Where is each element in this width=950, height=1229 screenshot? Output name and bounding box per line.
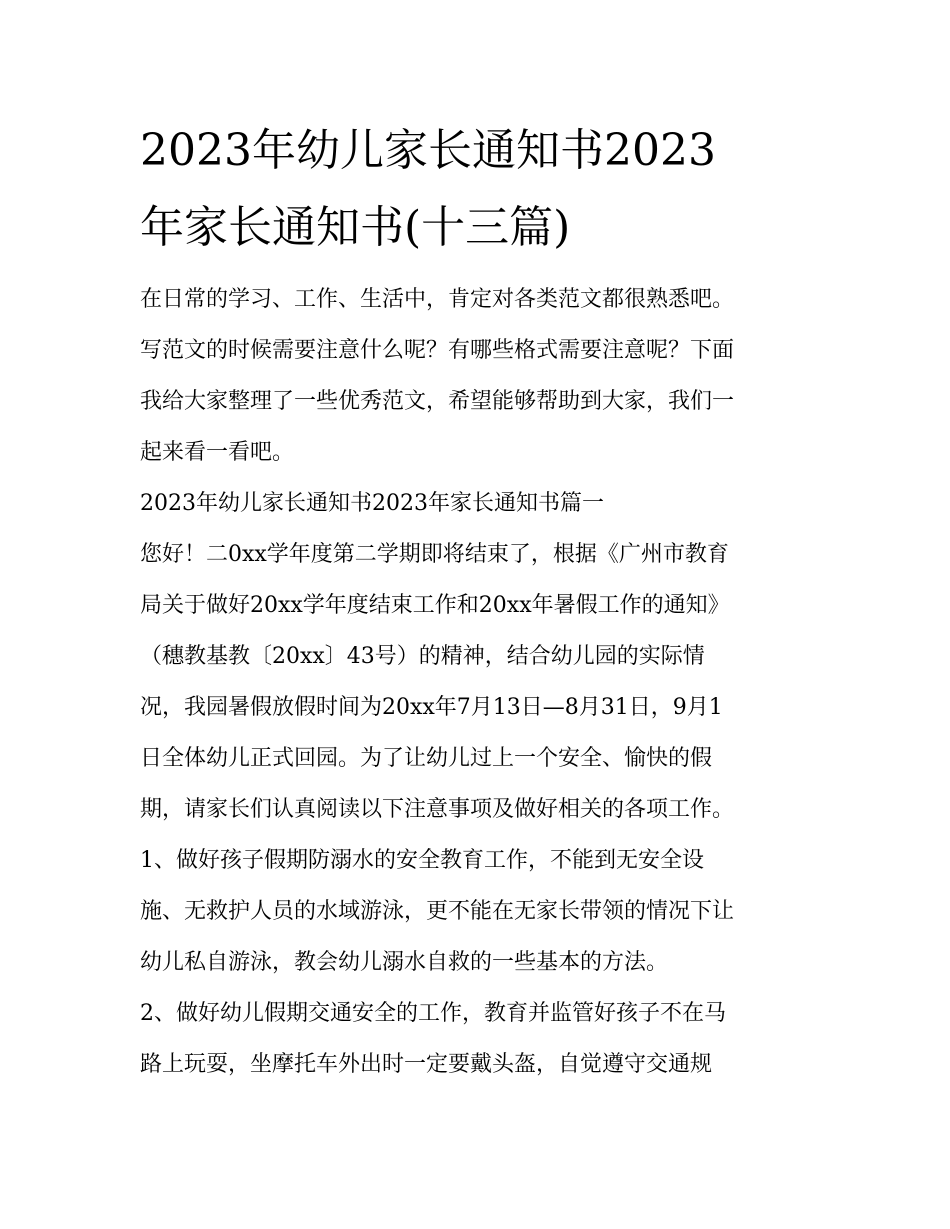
section-heading: 2023年幼儿家长通知书2023年家长通知书篇一 bbox=[140, 491, 604, 516]
body-line-15: 2、做好幼儿假期交通安全的工作，教育并监管好孩子不在马 bbox=[140, 1001, 726, 1026]
body-line-14: 幼儿私自游泳，教会幼儿溺水自救的一些基本的方法。 bbox=[140, 950, 669, 975]
body-line-4: 起来看一看吧。 bbox=[140, 440, 295, 465]
body-line-3: 我给大家整理了一些优秀范文，希望能够帮助到大家，我们一 bbox=[140, 389, 735, 414]
body-line-12: 1、做好孩子假期防溺水的安全教育工作，不能到无安全设 bbox=[140, 848, 704, 873]
body-line-16: 路上玩耍，坐摩托车外出时一定要戴头盔，自觉遵守交通规 bbox=[140, 1052, 713, 1077]
body-line-2: 写范文的时候需要注意什么呢？有哪些格式需要注意呢？下面 bbox=[140, 338, 735, 363]
title-line-2: 年家长通知书(十三篇) bbox=[140, 202, 571, 253]
body-line-8: （穗教基教〔20xx〕43号）的精神，结合幼儿园的实际情 bbox=[140, 644, 705, 669]
body-line-10: 日全体幼儿正式回园。为了让幼儿过上一个安全、愉快的假 bbox=[140, 746, 713, 771]
body-line-6: 您好！二0xx学年度第二学期即将结束了，根据《广州市教育 bbox=[140, 542, 729, 567]
body-line-7: 局关于做好20xx学年度结束工作和20xx年暑假工作的通知》 bbox=[140, 593, 730, 618]
body-line-13: 施、无救护人员的水域游泳，更不能在无家长带领的情况下让 bbox=[140, 899, 735, 924]
body-line-11: 期，请家长们认真阅读以下注意事项及做好相关的各项工作。 bbox=[140, 797, 735, 822]
body-line-1: 在日常的学习、工作、生活中，肯定对各类范文都很熟悉吧。 bbox=[140, 287, 735, 312]
document-title bbox=[140, 112, 820, 266]
title-line-1: 2023年幼儿家长通知书2023 bbox=[140, 125, 716, 176]
body-line-9: 况，我园暑假放假时间为20xx年7月13日—8月31日，9月1 bbox=[140, 695, 723, 720]
